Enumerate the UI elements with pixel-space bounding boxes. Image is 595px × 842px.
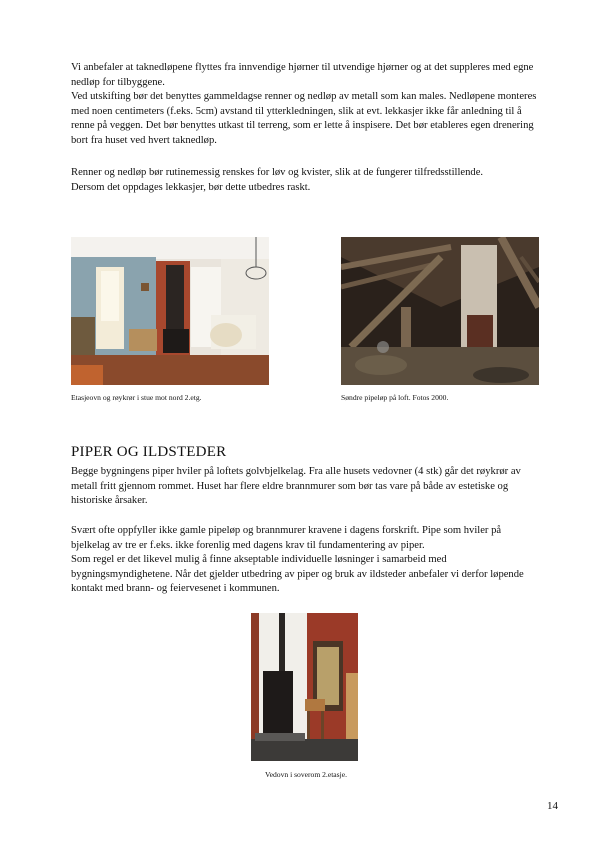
living-room-photo <box>71 237 269 385</box>
attic-caption: Søndre pipeløp på loft. Fotos 2000. <box>341 393 449 402</box>
living-room-caption: Etasjeovn og røykrør i stue mot nord 2.etg. <box>71 393 202 402</box>
chimneys-paragraph <box>71 465 541 509</box>
chimneys-text-2: Svært ofte oppfyller ikke gamle pipeløp og brannmurer kravene i dagens forskrift. Pipe som hviler på bjelkelag av tre er f.eks. ikke forenlig med dagens krav til fundamentering av piper. <box>71 525 502 551</box>
gutters-text-1: Vi anbefaler at taknedløpene flyttes fra innvendige hjørner til utvendige hjørner og at det suppleres med egne nedløp for tilbyggene. <box>71 62 534 88</box>
cleaning-paragraph <box>71 166 541 195</box>
bedroom-caption: Vedovn i soverom 2.etasje. <box>264 770 348 779</box>
section-heading: PIPER OG ILDSTEDER <box>71 444 227 460</box>
page-number: 14 <box>547 800 558 812</box>
chimneys-text-1: Begge bygningens piper hviler på loftets golvbjelkelag. Fra alle husets vedovner (4 stk) går det røykrør av metall fritt gjennom rommet. Huset har flere eldre brannmurer som bør tas vare på både av estetiske og historiske årsaker. <box>71 466 521 507</box>
bedroom-photo <box>251 613 358 761</box>
cleaning-text-2: Dersom det oppdages lekkasjer, bør dette utbedres raskt. <box>71 181 311 193</box>
gutters-paragraph <box>71 61 541 149</box>
attic-photo <box>341 237 539 385</box>
chimneys-text-3: Som regel er det likevel mulig å finne akseptable individuelle løsninger i samarbeid med bygningsmyndighetene. Når det gjelder utbedring av piper og bruk av ildsteder anbefaler vi derfor løpende kontakt med brann- og feiervesenet i kommunen. <box>71 554 524 595</box>
gutters-text-2: Ved utskifting bør det benyttes gammeldagse renner og nedløp av metall som kan males. Nedløpene monteres med noen centimeters (f.eks. 5cm) avstand til ytterkledningen, slik at evt. lekkasjer ikke får anledning til å renne på veggen. Det bør benyttes utkast til terreng, som er lette å inspisere. Det bør etableres egen drenering bort fra huset ved hvert taknedløp. <box>71 91 537 146</box>
regulations-paragraph <box>71 524 541 597</box>
cleaning-text-1: Renner og nedløp bør rutinemessig renskes for løv og kvister, slik at de fungerer tilfredsstillende. <box>71 167 484 178</box>
